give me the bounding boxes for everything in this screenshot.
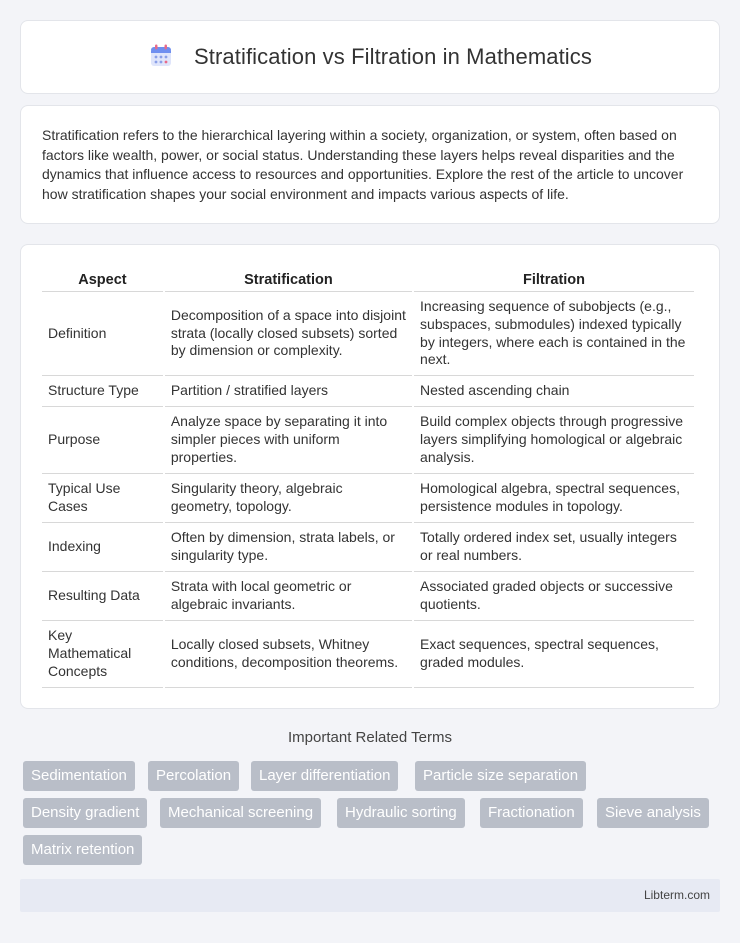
header-card xyxy=(20,20,720,94)
tag-hydraulic-sorting[interactable]: Hydraulic sorting xyxy=(337,798,465,828)
tag-matrix-retention[interactable]: Matrix retention xyxy=(23,835,142,865)
footer xyxy=(20,879,720,912)
footer-site-link[interactable]: Libterm.com xyxy=(643,888,710,902)
table-row xyxy=(42,572,694,621)
intro-text: Stratification refers to the hierarchical layering within a society, organization, or system, often based on factors like wealth, power, or social status. Understanding these layers helps reveal disparities and the dynamics that influence access to resources and opportunities. Explore the rest of the article to uncover how stratification shapes your social environment and impacts various aspects of life. xyxy=(42,127,684,202)
row-stratification: Often by dimension, strata labels, or singularity type. xyxy=(165,523,412,572)
row-aspect: Definition xyxy=(42,292,163,376)
row-filtration: Associated graded objects or successive quotients. xyxy=(414,572,694,621)
table-row xyxy=(42,407,694,474)
page-title: Stratification vs Filtration in Mathematics xyxy=(194,44,592,69)
row-aspect: Structure Type xyxy=(42,376,163,407)
table-row xyxy=(42,292,694,376)
row-filtration: Exact sequences, spectral sequences, graded modules. xyxy=(414,621,694,688)
row-stratification: Strata with local geometric or algebraic invariants. xyxy=(165,572,412,621)
table-header-row xyxy=(42,267,694,292)
row-stratification: Singularity theory, algebraic geometry, topology. xyxy=(165,474,412,523)
related-terms-heading: Important Related Terms xyxy=(288,729,452,746)
tag-mechanical-screening[interactable]: Mechanical screening xyxy=(160,798,321,828)
table-row xyxy=(42,621,694,688)
intro-card xyxy=(20,105,720,224)
tag-sieve-analysis[interactable]: Sieve analysis xyxy=(597,798,709,828)
comparison-card xyxy=(20,244,720,709)
tag-particle-size-separation[interactable]: Particle size separation xyxy=(415,761,586,791)
row-stratification: Decomposition of a space into disjoint strata (locally closed subsets) sorted by dimension or complexity. xyxy=(165,292,412,376)
row-filtration: Homological algebra, spectral sequences, persistence modules in topology. xyxy=(414,474,694,523)
row-filtration: Totally ordered index set, usually integers or real numbers. xyxy=(414,523,694,572)
calendar-icon xyxy=(148,43,174,69)
row-aspect: Typical Use Cases xyxy=(42,474,163,523)
row-aspect: Resulting Data xyxy=(42,572,163,621)
row-stratification: Locally closed subsets, Whitney conditions, decomposition theorems. xyxy=(165,621,412,688)
table-row xyxy=(42,376,694,407)
tag-sedimentation[interactable]: Sedimentation xyxy=(23,761,135,791)
row-aspect: Purpose xyxy=(42,407,163,474)
column-header-filtration: Filtration xyxy=(414,267,694,292)
column-header-stratification: Stratification xyxy=(165,267,412,292)
row-stratification: Analyze space by separating it into simpler pieces with uniform properties. xyxy=(165,407,412,474)
row-aspect: Key Mathematical Concepts xyxy=(42,621,163,688)
tag-layer-differentiation[interactable]: Layer differentiation xyxy=(251,761,398,791)
column-header-aspect: Aspect xyxy=(42,267,163,292)
row-filtration: Nested ascending chain xyxy=(414,376,694,407)
tag-density-gradient[interactable]: Density gradient xyxy=(23,798,147,828)
row-stratification: Partition / stratified layers xyxy=(165,376,412,407)
row-aspect: Indexing xyxy=(42,523,163,572)
table-row xyxy=(42,523,694,572)
tag-fractionation[interactable]: Fractionation xyxy=(480,798,583,828)
tag-percolation[interactable]: Percolation xyxy=(148,761,239,791)
row-filtration: Build complex objects through progressive layers simplifying homological or algebraic analysis. xyxy=(414,407,694,474)
row-filtration: Increasing sequence of subobjects (e.g., subspaces, submodules) indexed typically by integers, where each is contained in the next. xyxy=(414,292,694,376)
comparison-table xyxy=(40,267,696,688)
table-row xyxy=(42,474,694,523)
